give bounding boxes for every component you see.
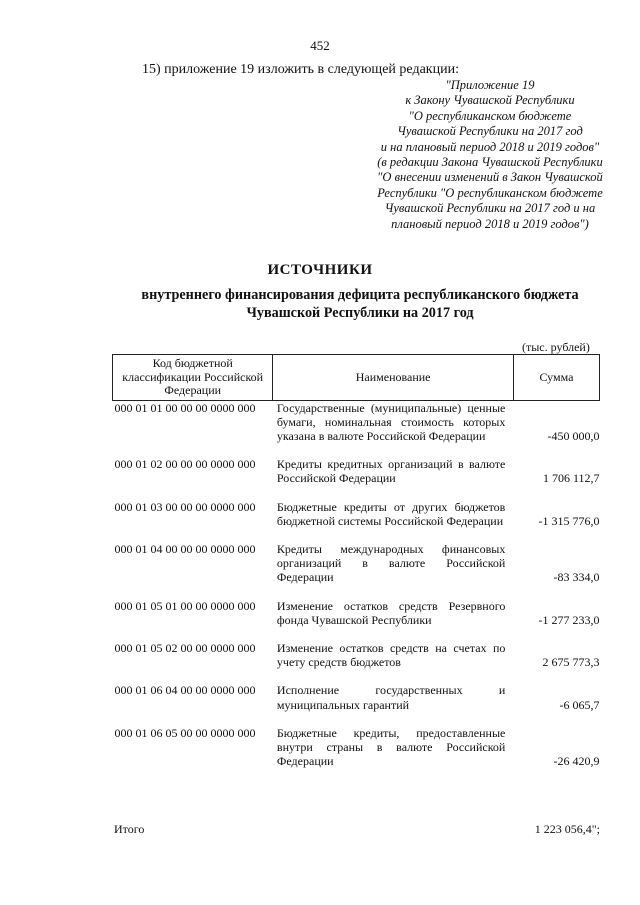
appendix-line: плановый период 2018 и 2019 годов") — [391, 216, 589, 231]
appendix-line: "О республиканском бюджете — [408, 108, 572, 123]
subtitle-line: Чувашской Республики на 2017 год — [246, 305, 474, 321]
appendix-line: Чувашской Республики на 2017 год и на — [384, 201, 596, 216]
row-sum: -26 420,9 — [553, 754, 600, 769]
row-code: 000 01 03 00 00 00 0000 000 — [114, 499, 256, 514]
header-sum: Сумма — [513, 355, 599, 401]
table-row — [113, 400, 600, 457]
header-code: Код бюджетной классификации Российской Федерации — [113, 355, 273, 401]
row-code: 000 01 04 00 00 00 0000 000 — [114, 541, 256, 556]
row-code: 000 01 05 01 00 00 0000 000 — [114, 598, 256, 613]
appendix-line: "О внесении изменений в Закон Чувашской — [377, 170, 603, 185]
document-subtitle — [80, 286, 640, 322]
row-sum: -83 334,0 — [553, 570, 600, 585]
row-name: Кредиты международных финансовых организаций в валюте Российской Федерации — [276, 541, 506, 585]
row-name: Государственные (муниципальные) ценные бумаги, номинальная стоимость которых указана в валюте Российской Федерации — [276, 400, 506, 443]
table-row — [113, 726, 600, 769]
table-row — [113, 683, 600, 725]
table-row — [113, 500, 600, 542]
table-row — [113, 599, 600, 641]
row-code: 000 01 05 02 00 00 0000 000 — [114, 640, 256, 655]
row-sum: -1 277 233,0 — [538, 612, 600, 627]
row-name: Кредиты кредитных организаций в валюте Российской Федерации — [276, 457, 506, 486]
table-row — [113, 641, 600, 683]
subtitle-line: внутреннего финансирования дефицита республиканского бюджета — [141, 287, 579, 303]
intro-text: 15) приложение 19 изложить в следующей редакции: — [142, 62, 459, 77]
total-value: 1 223 056,4"; — [534, 822, 600, 836]
document-title: ИСТОЧНИКИ — [267, 262, 373, 278]
appendix-line: "Приложение 19 — [445, 78, 535, 92]
row-name: Изменение остатков средств на счетах по учету средств бюджетов — [276, 640, 506, 670]
row-code: 000 01 06 05 00 00 0000 000 — [114, 725, 256, 740]
row-name: Бюджетные кредиты, предоставленные внутри страны в валюте Российской Федерации — [276, 725, 506, 769]
row-name: Изменение остатков средств Резервного фонда Чувашской Республики — [276, 598, 506, 627]
table-header-row — [113, 355, 600, 401]
table-row — [113, 542, 600, 599]
appendix-line: к Закону Чувашской Республики — [405, 93, 575, 108]
header-name: Наименование — [273, 355, 513, 401]
appendix-line: Чувашской Республики на 2017 год — [397, 124, 583, 139]
appendix-reference — [300, 78, 640, 232]
row-sum: -450 000,0 — [547, 428, 600, 443]
row-sum: 1 706 112,7 — [542, 471, 600, 486]
table-row — [113, 457, 600, 499]
row-sum: -6 065,7 — [559, 697, 600, 712]
appendix-line: Республики "О республиканском бюджете — [377, 185, 603, 200]
row-sum: 2 675 773,3 — [542, 655, 600, 670]
row-name: Исполнение государственных и муниципальных гарантий — [276, 683, 506, 712]
row-code: 000 01 02 00 00 00 0000 000 — [114, 457, 256, 472]
appendix-line: (в редакции Закона Чувашской Республики — [377, 155, 603, 170]
appendix-line: и на плановый период 2018 и 2019 годов" — [380, 139, 600, 154]
row-sum: -1 315 776,0 — [538, 513, 600, 528]
page-number: 452 — [310, 38, 330, 53]
row-code: 000 01 06 04 00 00 0000 000 — [114, 683, 256, 698]
row-code: 000 01 01 00 00 00 0000 000 — [114, 400, 256, 415]
units-note: (тыс. рублей) — [522, 340, 590, 354]
sources-table — [112, 354, 600, 768]
total-label: Итого — [114, 822, 145, 836]
row-name: Бюджетные кредиты от других бюджетов бюджетной системы Российской Федерации — [276, 499, 506, 528]
